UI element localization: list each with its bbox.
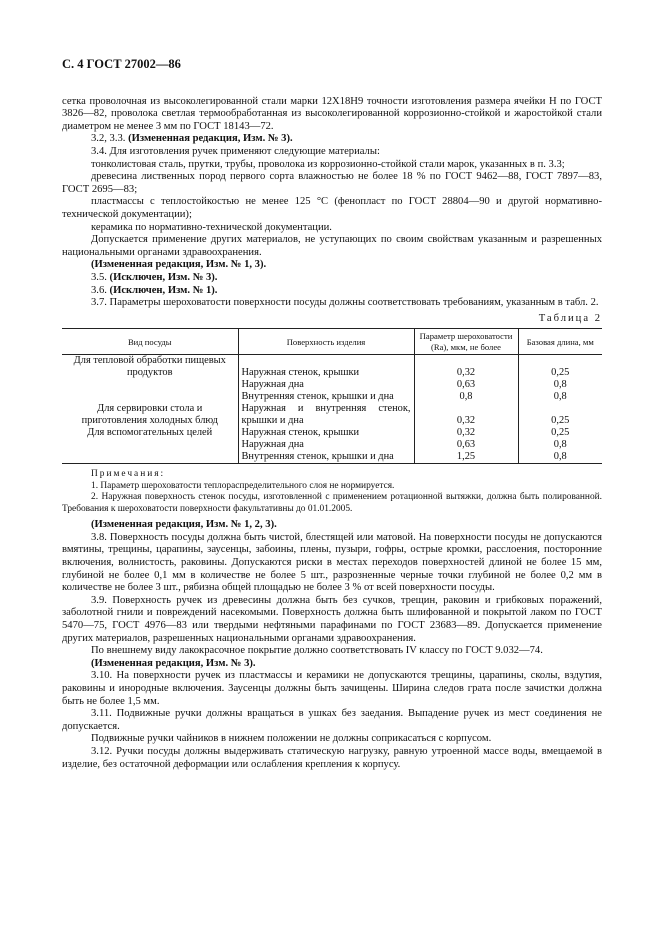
paragraph: 3.8. Поверхность посуды должна быть чистой, блестящей или матовой. На поверхности посуды не допускаются вмятины, трещины, царапины, заусенцы, забоины, плены, пузыри, гофры, острые кромки, расслоения, посторонние включения, волнистость, раковины. Допускаются риски в местах переходов поверхностей длиной не более 15 мм, глубиной не более 0,1 мм в количестве не более 5 шт., разрозненные черные точки глубиной не более 0,2 мм в количестве не более 3 шт., рябизна общей площадью не более 3 % от всей поверхности посуды. [62, 531, 602, 594]
table-cell: 0,8 [518, 451, 602, 464]
table-cell: 0,32 [414, 403, 518, 427]
table-cell: Наружная дна [238, 439, 414, 451]
table-cell: 0,8 [414, 391, 518, 403]
note-item: 2. Наружная поверхность стенок посуды, изготовленной с применением ротационной вытяжки, должна быть полированной. Требования к шероховатости поверхности факультативны до 01.01.2005. [62, 492, 602, 514]
amendment-note: (Измененная редакция, Изм. № 3). [91, 657, 256, 669]
amendment-note: (Измененная редакция, Изм. № 1, 3). [91, 259, 267, 271]
paragraph: 3.2, 3.3. (Измененная редакция, Изм. № 3). [91, 133, 293, 145]
paragraph: 3.7. Параметры шероховатости поверхности посуды должны соответствовать требованиям, указанным в табл. 2. [91, 297, 599, 309]
paragraph: 3.9. Поверхность ручек из древесины должна быть без сучков, трещин, раковин и грибковых поражений, заболотной гнили и повреждений насекомыми. Поверхность должна быть шлифованной и покрытой лаком по ГОСТ 5470—75, ГОСТ 4976—83 или твердыми нефтяными парафинами по ГОСТ 23683—89. Допускается применение других материалов, разрешенных национальными органами здравоохранения. [62, 594, 602, 644]
table-cell: 0,32 [414, 427, 518, 439]
notes-title: Примечания: [91, 469, 166, 480]
table-cell: Для вспомогательных целей [87, 427, 213, 439]
table-cell: 0,25 [518, 403, 602, 427]
table-cell [62, 439, 238, 451]
table-cell: 0,25 [518, 427, 602, 439]
table-cell: Наружная и внутренняя стенок, крышки и дна [238, 403, 414, 427]
table-cell: Для сервировки стола и приготовления холодных блюд [81, 403, 218, 427]
paragraph: 3.4. Для изготовления ручек применяют следующие материалы: [91, 145, 380, 157]
table-cell: Наружная стенок, крышки [238, 355, 414, 380]
table-row [62, 427, 602, 439]
table-cell: 0,8 [518, 439, 602, 451]
page-header: С. 4 ГОСТ 27002—86 [62, 57, 181, 71]
table-cell: Для тепловой обработки пищевых продуктов [73, 355, 226, 379]
paragraph: По внешнему виду лакокрасочное покрытие должно соответствовать IV классу по ГОСТ 9.032—74. [91, 645, 543, 657]
table-caption: Таблица 2 [538, 312, 602, 324]
column-header: Параметр шероховатости (Ra), мкм, не более [414, 329, 518, 355]
table-row [62, 355, 602, 380]
column-header: Поверхность изделия [238, 329, 414, 355]
column-header: Вид посуды [62, 329, 238, 355]
table-row [62, 451, 602, 464]
table-row [62, 391, 602, 403]
table-cell [62, 391, 238, 403]
table-header-row [62, 329, 602, 355]
table-notes [62, 469, 602, 515]
roughness-table [62, 328, 602, 464]
table-cell: Внутренняя стенок, крышки и дна [238, 451, 414, 464]
paragraph: Допускается применение других материалов, не уступающих по своим свойствам указанным и разрешенных национальными органами здравоохранения. [62, 234, 602, 258]
paragraph: древесина лиственных пород первого сорта влажностью не более 18 % по ГОСТ 9462—88, ГОСТ 7897—83, ГОСТ 2695—83; [62, 171, 602, 195]
paragraph: сетка проволочная из высоколегированной стали марки 12Х18Н9 точности изготовления размера ячейки Н по ГОСТ 3826—82, проволока светлая термообработанная из высоколегированной коррозионно-стойкой и жаростойкой стали диаметром не менее 3 мм по ГОСТ 18143—72. [62, 95, 602, 132]
table-cell: Наружная дна [238, 379, 414, 391]
paragraph: Подвижные ручки чайников в нижнем положении не должны соприкасаться с корпусом. [91, 733, 492, 745]
paragraph: 3.12. Ручки посуды должны выдерживать статическую нагрузку, равную утроенной массе воды, вмещаемой в изделие, без остаточной деформации или ослабления крепления к корпусу. [62, 745, 602, 770]
paragraph: керамика по нормативно-технической документации. [91, 221, 332, 233]
paragraph: тонколистовая сталь, прутки, трубы, проволока из коррозионно-стойкой стали марок, указанных в п. 3.3; [91, 158, 565, 170]
paragraph: пластмассы с теплостойкостью не менее 125 °С (фенопласт по ГОСТ 28804—90 и другой нормативно-технической документации); [62, 196, 602, 220]
table-row [62, 379, 602, 391]
table-cell: 0,63 [414, 379, 518, 391]
paragraph: 3.6. (Исключен, Изм. № 1). [91, 284, 218, 296]
table-row [62, 403, 602, 427]
table-cell [62, 451, 238, 464]
table-cell: 0,8 [518, 391, 602, 403]
table-cell: 0,63 [414, 439, 518, 451]
table-cell: 0,8 [518, 379, 602, 391]
note-item: 1. Параметр шероховатости теплораспределительного слоя не нормируется. [91, 480, 395, 491]
amendment-note: (Измененная редакция, Изм. № 1, 2, 3). [91, 519, 277, 531]
column-header: Базовая длина, мм [518, 329, 602, 355]
table-cell: Наружная стенок, крышки [238, 427, 414, 439]
paragraph: 3.10. На поверхности ручек из пластмассы и керамики не допускаются трещины, царапины, сколы, вздутия, раковины и инородные включения. Заусенцы должны быть зачищены. Ширина следов грата после зачистки должна быть не более 1,5 мм. [62, 670, 602, 707]
table-cell [62, 379, 238, 391]
paragraph: 3.11. Подвижные ручки должны вращаться в ушках без заедания. Выпадение ручек из мест соединения не допускается. [62, 708, 602, 732]
paragraph: 3.5. (Исключен, Изм. № 3). [91, 271, 218, 283]
table-row [62, 439, 602, 451]
table-cell: 0,32 [414, 355, 518, 380]
table-cell: 1,25 [414, 451, 518, 464]
table-cell: Внутренняя стенок, крышки и дна [238, 391, 414, 403]
table-cell: 0,25 [518, 355, 602, 380]
document-page [62, 58, 602, 771]
